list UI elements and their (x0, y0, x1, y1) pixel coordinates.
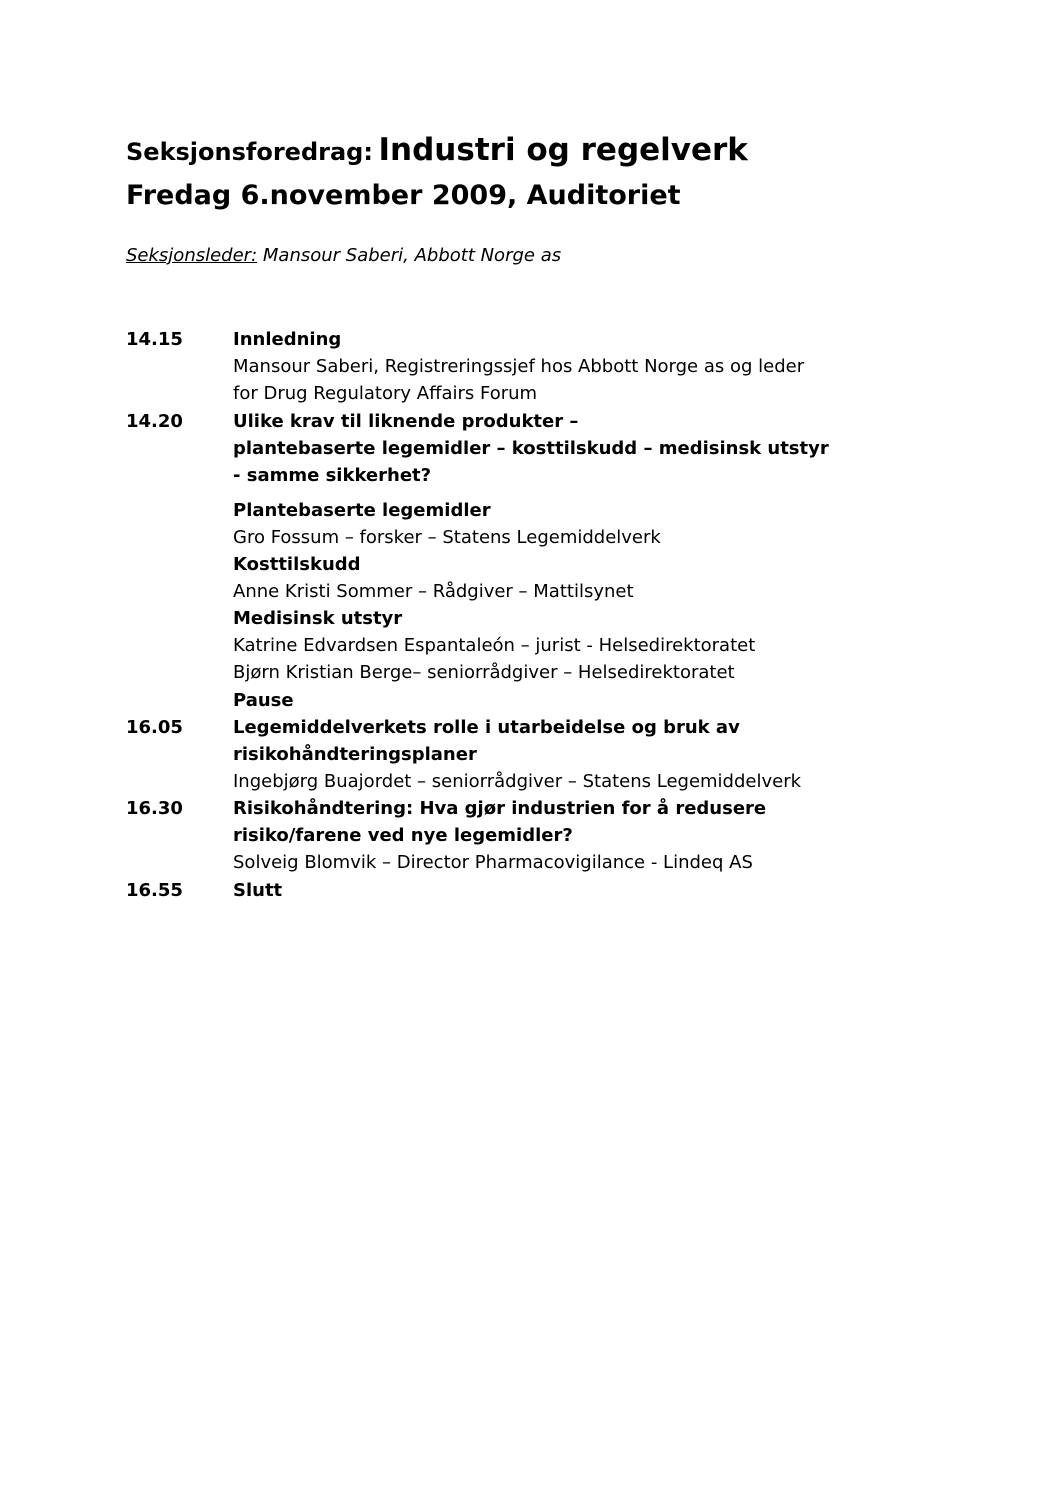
time-1415: 14.15 (126, 329, 183, 350)
speaker-line: Solveig Blomvik – Director Pharmacovigilance - Lindeq AS (233, 852, 753, 873)
item-title: Legemiddelverkets rolle i utarbeidelse og bruk av (233, 717, 740, 738)
time-1605: 16.05 (126, 717, 183, 738)
item-title: Innledning (233, 329, 342, 350)
speaker-line: Katrine Edvardsen Espantaleón – jurist - Helsedirektoratet (233, 635, 756, 656)
subsection-heading: Medisinsk utstyr (233, 608, 403, 629)
item-title: Slutt (233, 880, 283, 901)
title-prefix: Seksjonsforedrag: (126, 138, 373, 166)
speaker-line: Bjørn Kristian Berge– seniorrådgiver – Helsedirektoratet (233, 662, 735, 683)
title-main: Industri og regelverk (378, 132, 748, 168)
item-title: - samme sikkerhet? (233, 465, 432, 486)
item-title: Ulike krav til liknende produkter – (233, 411, 579, 432)
time-1630: 16.30 (126, 798, 183, 819)
speaker-line: Gro Fossum – forsker – Statens Legemiddelverk (233, 527, 661, 548)
page-title (126, 132, 748, 168)
section-leader-label: Seksjonsleder: (126, 245, 258, 266)
speaker-line: for Drug Regulatory Affairs Forum (233, 383, 538, 404)
section-leader-name: Mansour Saberi, Abbott Norge as (262, 245, 562, 266)
section-leader (126, 245, 561, 266)
item-title: risikohåndteringsplaner (233, 744, 477, 765)
item-title: risiko/farene ved nye legemidler? (233, 825, 573, 846)
subsection-heading: Plantebaserte legemidler (233, 500, 491, 521)
time-1420: 14.20 (126, 411, 183, 432)
subsection-heading: Kosttilskudd (233, 554, 361, 575)
speaker-line: Anne Kristi Sommer – Rådgiver – Mattilsynet (233, 581, 634, 602)
page-subtitle: Fredag 6.november 2009, Auditoriet (126, 180, 681, 211)
pause-label: Pause (233, 690, 294, 711)
item-title: plantebaserte legemidler – kosttilskudd – medisinsk utstyr (233, 438, 829, 459)
speaker-line: Ingebjørg Buajordet – seniorrådgiver – Statens Legemiddelverk (233, 771, 802, 792)
speaker-line: Mansour Saberi, Registreringssjef hos Abbott Norge as og leder (233, 356, 805, 377)
item-title: Risikohåndtering: Hva gjør industrien for å redusere (233, 798, 767, 819)
time-1655: 16.55 (126, 880, 183, 901)
